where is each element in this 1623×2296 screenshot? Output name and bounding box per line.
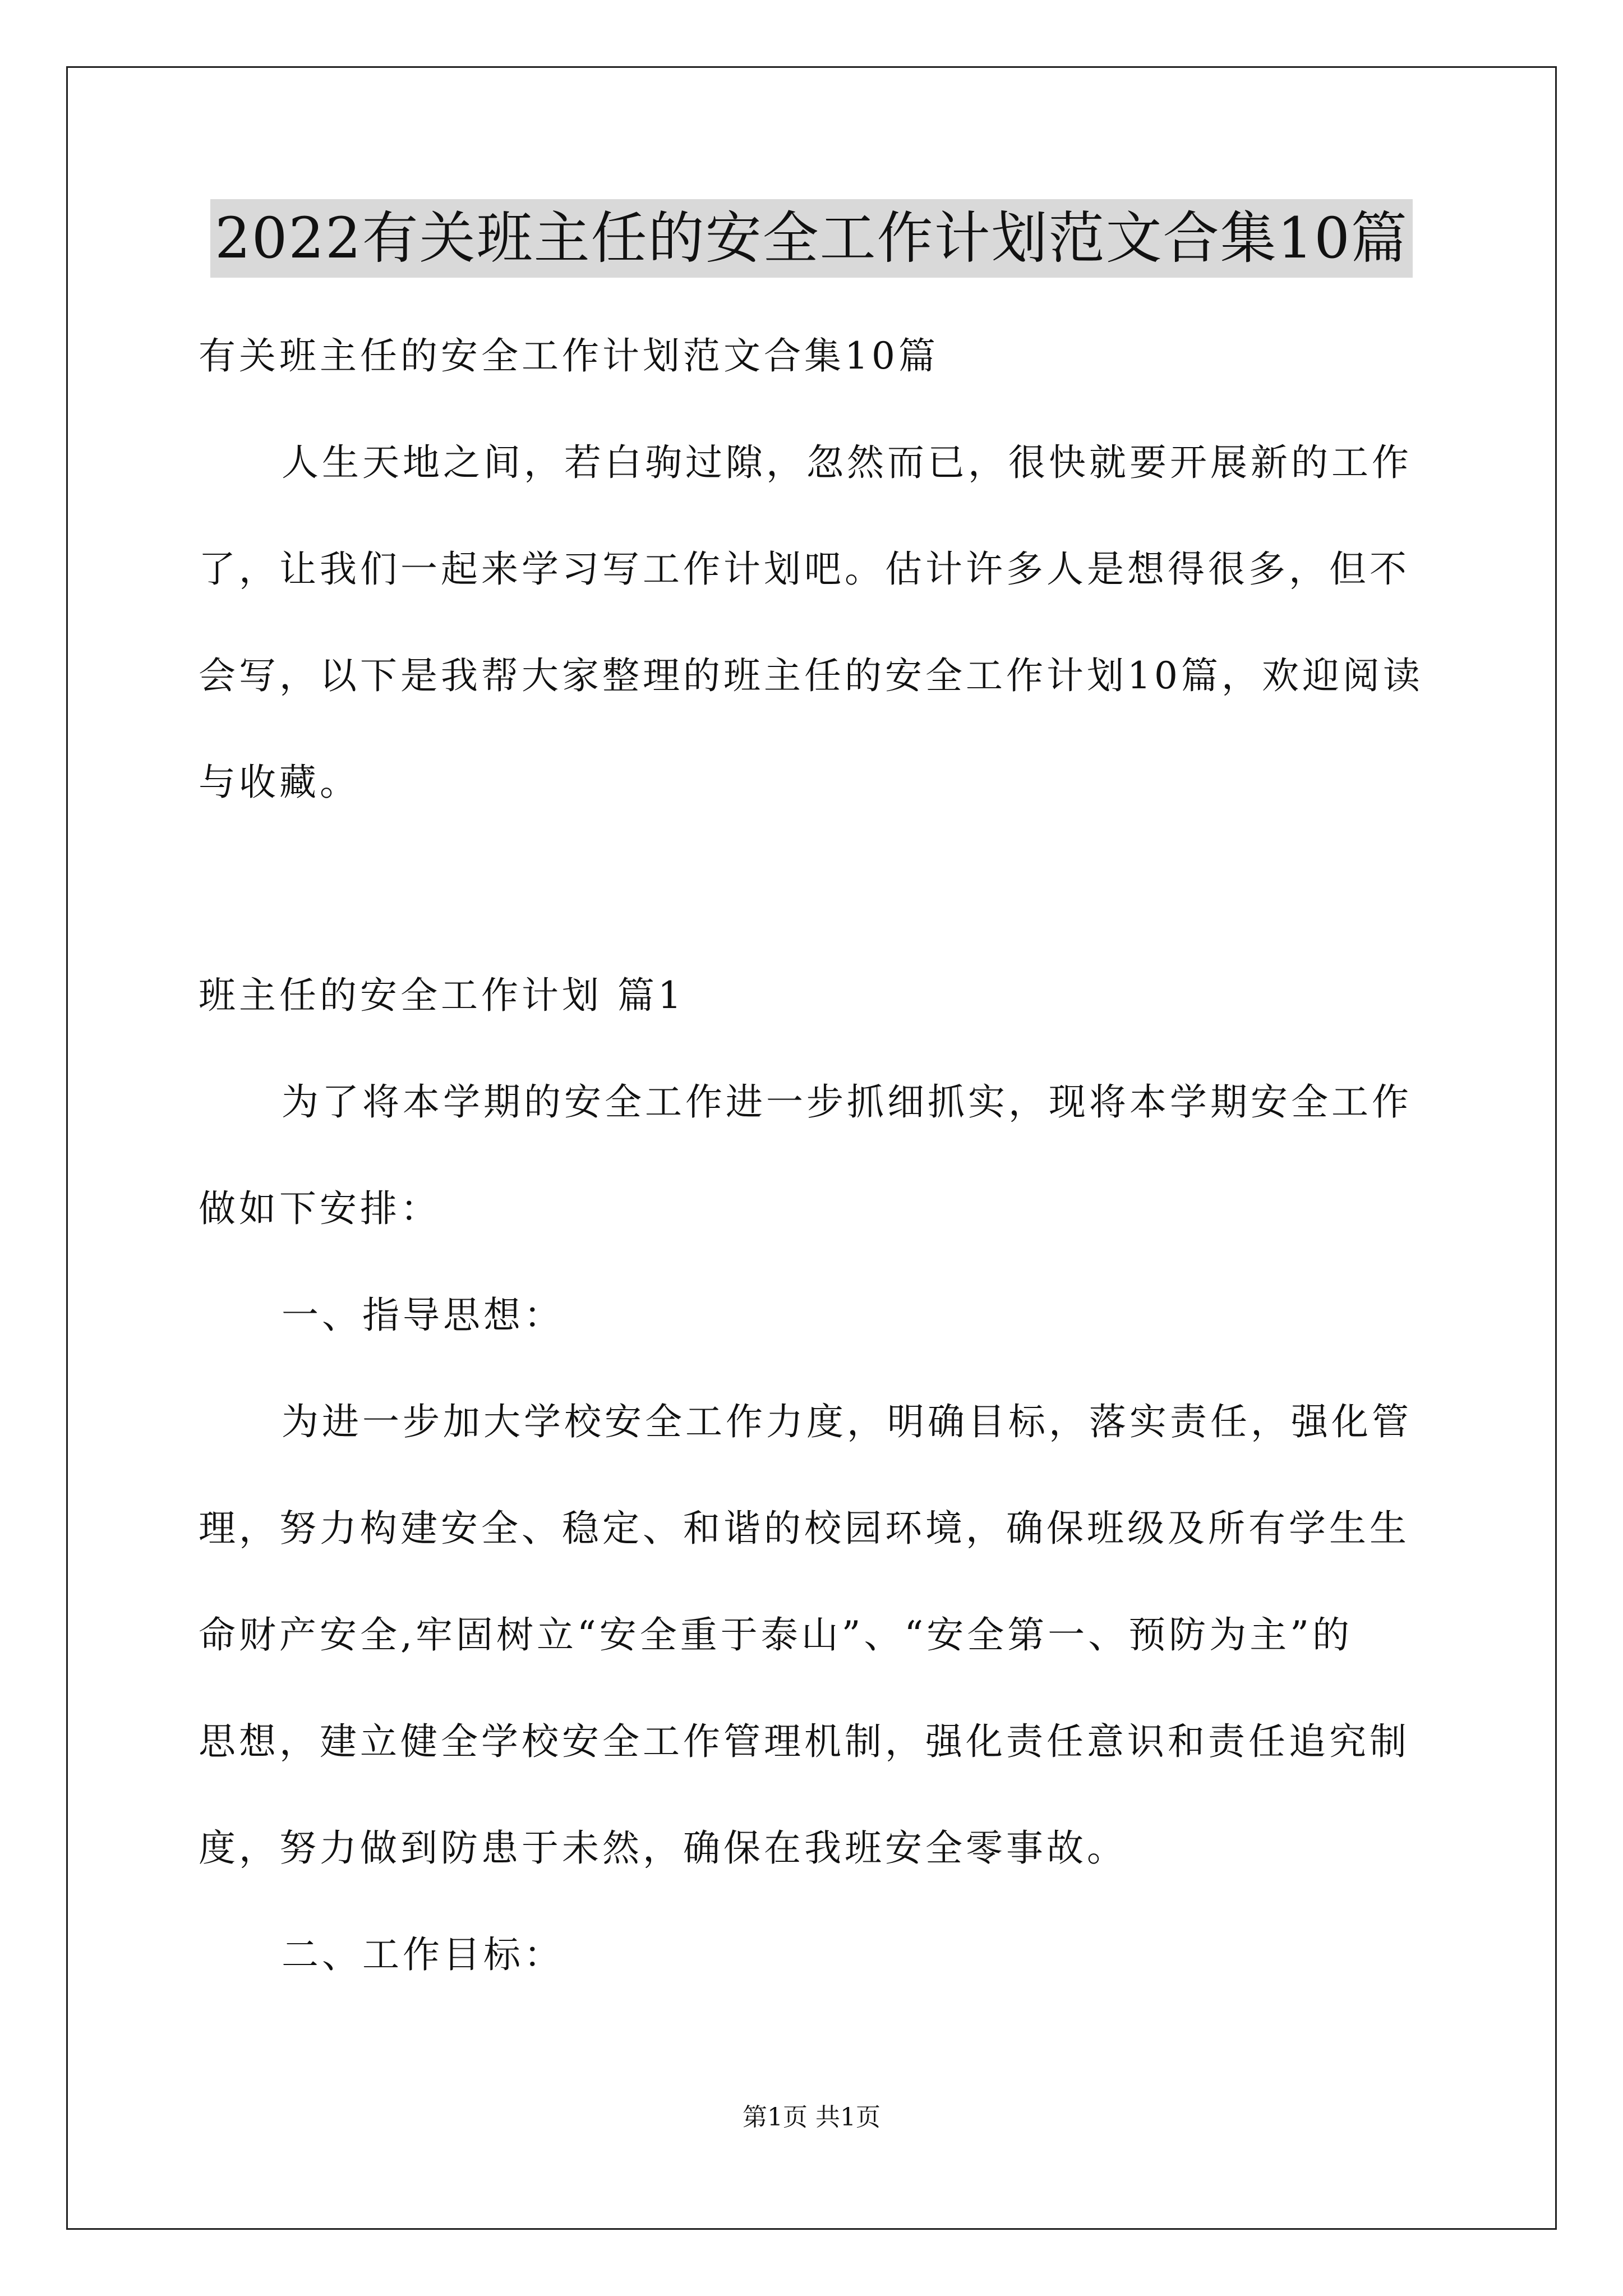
section-intro-line-2: 做如下安排： [199,1187,441,1230]
document-body [199,303,1428,2008]
document-title: 2022有关班主任的安全工作计划范文合集10篇 [210,199,1413,278]
intro-line-1: 人生天地之间，若白驹过隙，忽然而已，很快就要开展新的工作 [282,441,1412,484]
page-footer: 第1页 共1页 [743,2103,880,2132]
section-heading: 班主任的安全工作计划 篇1 [199,974,685,1017]
title-container [0,199,1623,278]
guiding-line-2: 理，努力构建安全、稳定、和谐的校园环境，确保班级及所有学生生 [199,1507,1410,1550]
document-subtitle: 有关班主任的安全工作计划范文合集10篇 [199,334,939,378]
intro-line-2: 了，让我们一起来学习写工作计划吧。估计许多人是想得很多，但不 [199,547,1410,591]
paragraph-gap [199,836,1428,942]
section-intro-line-1: 为了将本学期的安全工作进一步抓细抓实，现将本学期安全工作 [282,1080,1412,1124]
guiding-line-5: 度，努力做到防患于未然，确保在我班安全零事故。 [199,1826,1127,1870]
intro-line-4: 与收藏。 [199,761,360,804]
heading-work-goals: 二、工作目标： [282,1933,564,1976]
guiding-line-1: 为进一步加大学校安全工作力度，明确目标，落实责任，强化管 [282,1400,1412,1443]
heading-guiding-ideology: 一、指导思想： [282,1294,564,1337]
guiding-line-4: 思想，建立健全学校安全工作管理机制，强化责任意识和责任追究制 [199,1720,1410,1763]
guiding-line-3: 命财产安全,牢固树立“安全重于泰山”、“安全第一、预防为主”的 [199,1613,1353,1657]
intro-line-3: 会写，以下是我帮大家整理的班主任的安全工作计划10篇，欢迎阅读 [199,654,1423,697]
